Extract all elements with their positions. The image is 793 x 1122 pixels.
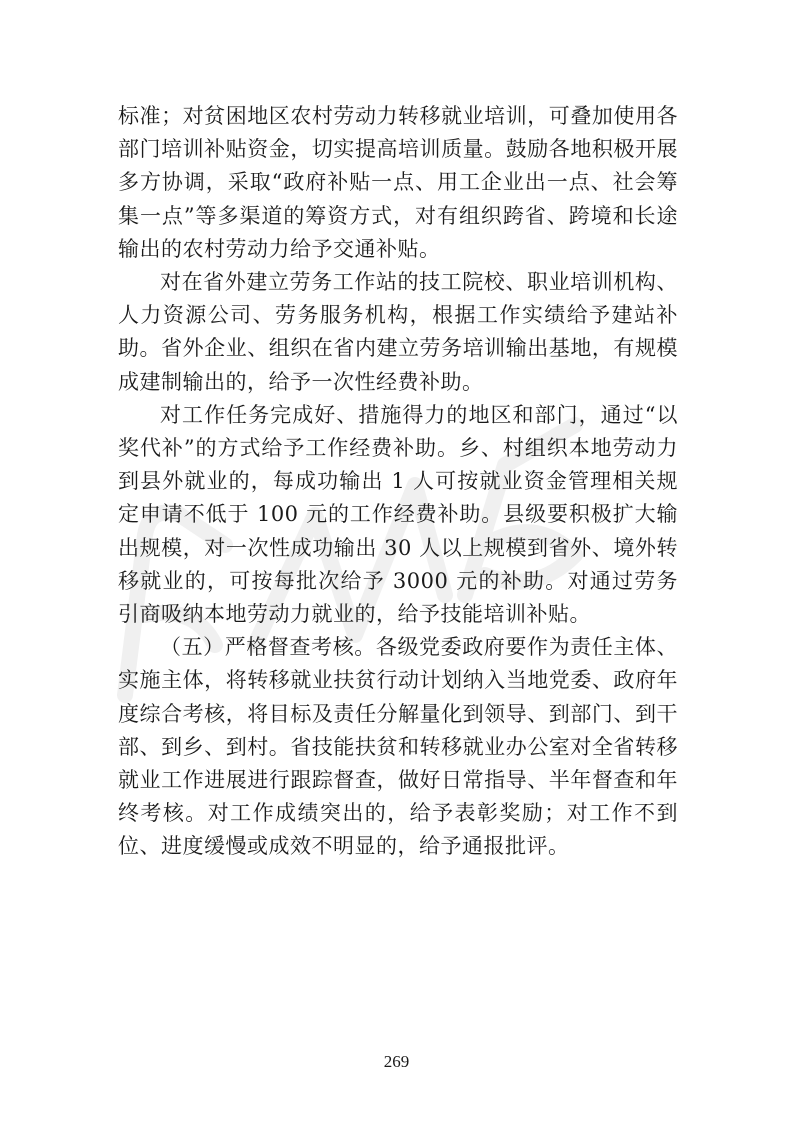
paragraph-continuation: 标准；对贫困地区农村劳动力转移就业培训，可叠加使用各部门培训补贴资金，切实提高培训质量。鼓励各地积极开展多方协调，采取“政府补贴一点、用工企业出一点、社会筹集一点”等多渠道的筹资方式，对有组织跨省、跨境和长途输出的农村劳动力给予交通补贴。 <box>118 104 678 261</box>
paragraph-rewards: 对工作任务完成好、措施得力的地区和部门，通过“以奖代补”的方式给予工作经费补助。乡、村组织本地劳动力到县外就业的，每成功输出 1 人可按就业资金管理相关规定申请不低于 100 元的工作经费补助。县级要积极扩大输出规模，对一次性成功输出 30 人以上规模到省外、境外转移就业的，可按每批次给予 3000 元的补助。对通过劳务引商吸纳本地劳动力就业的，给予技能培训补贴。 <box>118 402 678 627</box>
paragraph-supervision: （五）严格督查考核。各级党委政府要作为责任主体、实施主体，将转移就业扶贫行动计划纳入当地党委、政府年度综合考核，将目标及责任分解量化到领导、到部门、到干部、到乡、到村。省技能扶贫和转移就业办公室对全省转移就业工作进展进行跟踪督查，做好日常指导、半年督查和年终考核。对工作成绩突出的，给予表彰奖励；对工作不到位、进度缓慢或成效不明显的，给予通报批评。 <box>118 635 678 859</box>
document-body <box>118 100 678 864</box>
page-number: 269 <box>383 1052 410 1071</box>
paragraph-labor-stations: 对在省外建立劳务工作站的技工院校、职业培训机构、人力资源公司、劳务服务机构，根据工作实绩给予建站补助。省外企业、组织在省内建立劳务培训输出基地，有规模成建制输出的，给予一次性经费补助。 <box>118 270 678 394</box>
